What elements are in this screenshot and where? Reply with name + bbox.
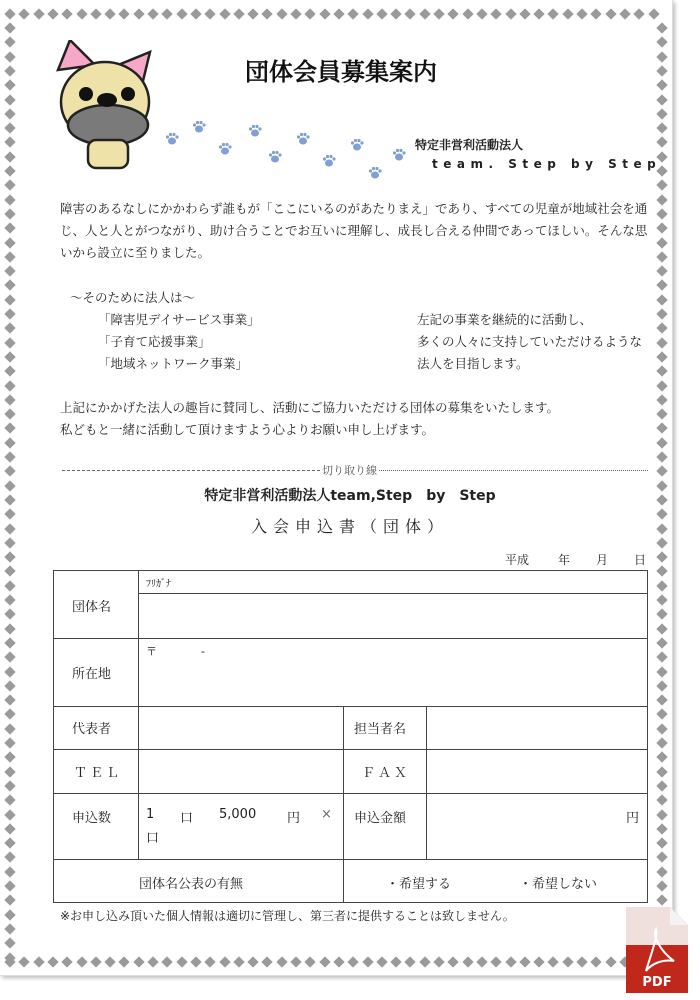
business-item: 「子育て応援事業」 [98,334,211,349]
date-year: 年 [558,553,571,567]
application-form-table [53,570,648,903]
paw-icon [368,166,382,180]
cut-line-label: 切り取り線 [322,464,377,477]
paw-icon [392,148,406,162]
paw-icon [192,120,206,134]
label-representative: 代表者 [72,722,112,737]
closing-line: 上記にかかげた法人の趣旨に賛同し、活動にご協力いただける団体の募集をいたします。 [60,400,560,415]
cut-line [62,462,648,478]
org-type: 特定非営利活動法人 [415,138,524,152]
units-unit: 口 [180,811,194,826]
business-item: 「障害児デイサービス事業」 [98,312,260,327]
amount-yen: 円 [626,811,640,826]
privacy-note: ※お申し込み頂いた個人情報は適切に管理し、第三者に提供することは致しません。 [60,909,515,923]
label-units: 申込数 [72,811,112,826]
furigana-input[interactable] [139,594,647,637]
units-times: × [321,807,332,822]
paw-icon [322,154,336,168]
date-era: 平成 [505,553,530,567]
form-org: 特定非営利活動法人team,Step by Step [204,488,496,504]
label-fax: ＦＡＸ [362,766,411,781]
option-publish-no[interactable]: ・希望しない [519,877,598,892]
label-publish: 団体名公表の有無 [139,877,244,892]
label-furigana: ﾌﾘｶﾞﾅ [146,579,171,590]
aim-line: 多くの人々に支持していただけるような [417,334,643,349]
aim-line: 法人を目指します。 [417,356,529,371]
intro-heading: ～そのために法人は～ [70,290,196,305]
pdf-label: PDF [642,975,672,990]
group-name-input[interactable] [139,639,647,705]
dog-illustration [50,40,160,170]
business-item: 「地域ネットワーク事業」 [98,356,249,371]
paw-icon [296,132,310,146]
org-name: team. Step by Step [432,157,662,171]
label-contact: 担当者名 [354,722,407,737]
date-day: 日 [634,553,647,567]
aim-line: 左記の事業を継続的に活動し、 [417,312,593,327]
intro-paragraph: 障害のあるなしにかかわらず誰もが「ここにいるのがあたりまえ」であり、すべての児童が地域社会を通じ、人と人とがつながり、助け合うことでお互いに理解し、成長し合える仲間であってほしい。そんな思いから設立に至りました。 [60,201,648,260]
units-count[interactable]: 1 [146,807,155,822]
paw-icon [248,124,262,138]
date-month: 月 [596,553,609,567]
form-title: 入会申込書（団体） [250,517,449,536]
paw-icon [350,138,364,152]
label-group-name: 団体名 [72,600,112,615]
label-amount: 申込金額 [354,811,407,826]
option-publish-yes[interactable]: ・希望する [386,877,452,892]
postal-code-field[interactable]: 〒 - [146,645,205,658]
label-address: 所在地 [72,667,112,682]
pdf-icon[interactable] [624,905,690,995]
paw-icon [268,150,282,164]
label-tel: ＴＥＬ [74,766,123,781]
paw-icon [218,142,232,156]
paw-icon [165,132,179,146]
units-price: 5,000 [219,807,257,822]
units-unit2: 口 [146,831,160,846]
closing-line: 私どもと一緒に活動して頂けますよう心よりお願い申し上げます。 [60,422,435,437]
units-yen: 円 [287,811,301,826]
page-title: 団体会員募集案内 [245,58,437,86]
